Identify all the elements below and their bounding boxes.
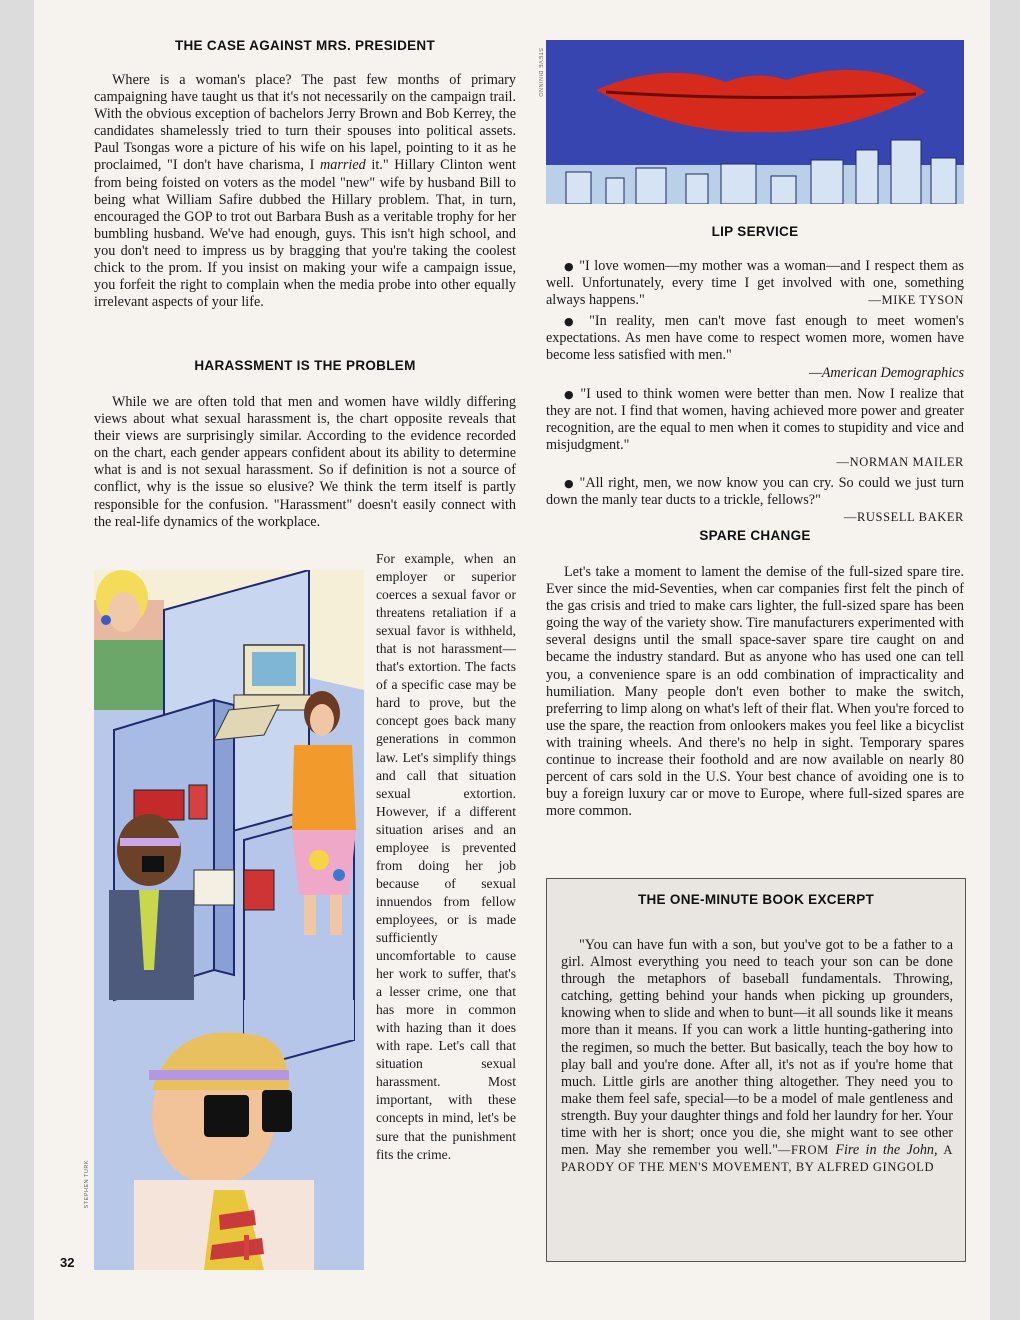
quote-item: ● "All right, men, we now know you can cry. So could we just turn down the manly tear ducts to a trickle, fellows?" —RUSSELL BAKER bbox=[546, 475, 964, 525]
article-title-spare-change: SPARE CHANGE bbox=[699, 528, 811, 543]
article-body-mrs-president: Where is a woman's place? The past few months of primary campaigning have taught us that it's not necessarily on the campaign trail. With the obvious exception of bachelors Jerry Brown and Bob Kerrey, the candidates shamelessly tried to turn their spouses into political assets. Paul Tsongas wore a picture of his wife on his lapel, pointing to it as he proclaimed, "I don't have charisma, I married it." Hillary Clinton went from being foisted on voters as the model "new" wife by husband Bill to being what William Safire dubbed the Hillary problem. That, in turn, encouraged the GOP to trot out Barbara Bush as a veritable trophy for her bumbling husband. We've had enough, guys. This isn't high school, and you don't need to impress us by bragging that you're taking the coolest chick to the prom. If you insist on making your wife a campaign issue, you forfeit the right to complain when the media probe into other equally irrelevant aspects of your life. bbox=[94, 72, 516, 311]
lips-credit: STEVE DININNO bbox=[537, 48, 543, 98]
book-excerpt-text: "You can have fun with a son, but you've got to be a father to a girl. Almost everything you need to teach your son can be done through the metaphors of baseball fundamentals. Throwing, catching, getting behind your hands when picking up grounders, knowing when to slide and when to bunt—it all sounds like it means more than it means. If you can work a little hunting-gathering into the regimen, so much the better. But basically, teach the boy how to play ball and you're done. After all, it's not as if you're home that much. Little girls are another thing altogether. They need you to make them feel safe, special—to be a model of male gentleness and strength. Buy your daughter things and fold her laundry for her. Your time with her is short; once you die, she might want to see other men. May she remember you well."—FROM Fire in the John, A PARODY OF THE MEN'S MOVEMENT, BY ALFRED GINGOLD bbox=[561, 937, 953, 1175]
book-excerpt-title: THE ONE-MINUTE BOOK EXCERPT bbox=[637, 892, 875, 907]
article-title-harassment: HARASSMENT IS THE PROBLEM bbox=[194, 358, 416, 373]
article-title-mrs-president: THE CASE AGAINST MRS. PRESIDENT bbox=[174, 38, 436, 53]
magazine-page bbox=[34, 0, 990, 1320]
article-body-harassment-narrow: For example, when an employer or superior coerces a sexual favor or threatens retaliation if a sexual favor is withheld, that is not harassment—that's extortion. The facts of a specific case may be hard to prove, but the concept goes back many generations in common law. Let's simplify things and call that situation sexual extortion. However, if a different situation arises and an employee is prevented from doing her job because of sexual innuendos from fellow employees, or is made sufficiently uncomfortable to cause her work to suffer, that's a lesser crime, one that has more in common with hazing than it does with rape. Let's call that situation sexual harassment. Most important, with these concepts in mind, let's be sure that the punishment fits the crime. bbox=[376, 551, 516, 1162]
article-body-spare-change: Let's take a moment to lament the demise of the full-sized spare tire. Ever since the mid-Seventies, when car companies first felt the pinch of the gas crisis and tried to make cars lighter, the full-sized spare has been going the way of the variety show. Tire manufacturers experimented with several designs until the small space-saver spare tire caught on and became the industry standard. But as anyone who has used one can tell you, a convenience spare is an odd combination of impracticality and humiliation. Many people don't even bother to make the switch, preferring to limp along on what's left of their flat. When you're forced to use the spare, the reaction from onlookers makes you feel like a bicyclist with training wheels. And there's no help in sight. Temporary spares continue to increase their foothold and are now available on nearly 80 percent of cars sold in the U.S. Your best chance of avoiding one is to buy a foreign luxury car or move to Europe, where full-sized spares are more common. bbox=[546, 564, 964, 820]
office-illustration bbox=[94, 570, 364, 1270]
lips-illustration bbox=[546, 40, 964, 204]
quote-item: ● "In reality, men can't move fast enough to meet women's expectations. As men have come to respect women more, women have become less satisfied with men." —American Demographics bbox=[546, 313, 965, 381]
article-title-lip-service: LIP SERVICE bbox=[711, 224, 799, 239]
book-excerpt-box bbox=[546, 878, 966, 1262]
quote-item: ● "I love women—my mother was a woman—and I respect them as well. Unfortunately, every time I get involved with one, something always happens." —MIKE TYSON bbox=[546, 258, 964, 309]
lip-service-quotes bbox=[546, 258, 964, 530]
illustration-credit: STEPHEN TURK bbox=[84, 1160, 90, 1209]
quote-item: ● "I used to think women were better than men. Now I realize that they are not. I find that women, having achieved more power and greater recognition, are the equal to men when it comes to stupidity and vice and misjudgment." —NORMAN MAILER bbox=[546, 385, 964, 470]
page-number: 32 bbox=[60, 1255, 75, 1270]
article-body-harassment-full: While we are often told that men and women have wildly differing views about what sexual harassment is, the chart opposite reveals that their views are surprisingly similar. According to the evidence recorded on the chart, each gender appears confident about its ability to determine what is and is not sexual harassment. So if definition is not a source of conflict, why is the issue so elusive? We think the term itself is partly responsible for the confusion. "Harassment" doesn't easily connect with the real-life dynamics of the workplace. bbox=[94, 394, 516, 530]
